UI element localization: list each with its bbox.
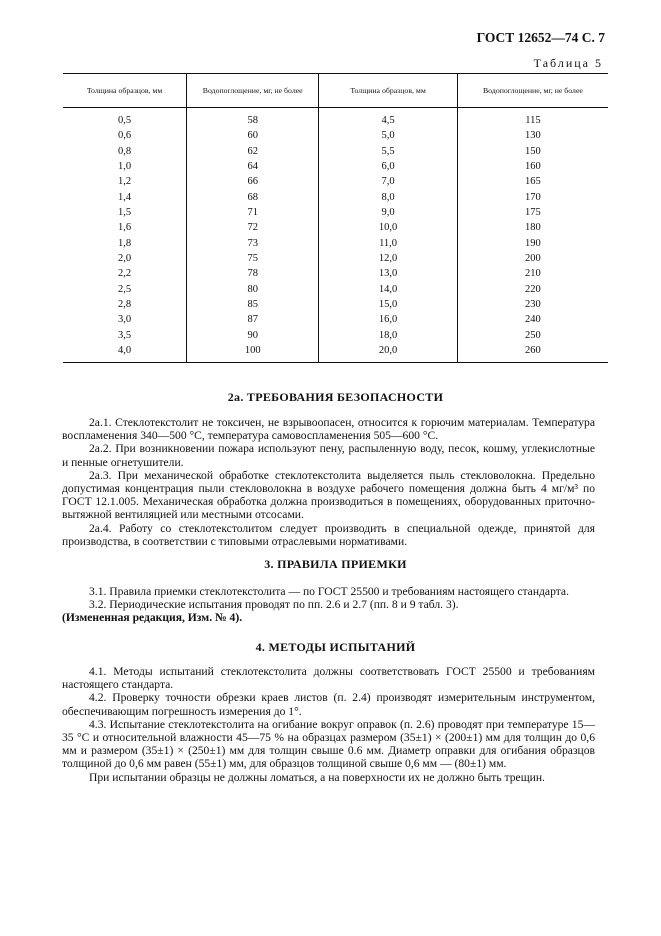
table-cell: 3,5 <box>118 329 132 341</box>
table-cell: 73 <box>187 236 319 251</box>
section-2a-body <box>62 416 595 548</box>
table-row <box>63 312 608 327</box>
table-cell: 62 <box>187 144 319 159</box>
table-cell: 12,0 <box>319 251 458 266</box>
table-cell: 4,0 <box>63 343 187 362</box>
table-cell: 7,0 <box>319 174 458 189</box>
table-cell: 180 <box>457 220 608 235</box>
table-row <box>63 190 608 205</box>
table-cell: 1,5 <box>118 207 132 219</box>
table-row <box>63 220 608 235</box>
section-3-body <box>62 585 595 625</box>
table-row <box>63 108 608 129</box>
table-row <box>63 174 608 189</box>
table-cell: 175 <box>457 205 608 220</box>
table-cell: 3,0 <box>118 314 132 326</box>
table-cell: 190 <box>457 236 608 251</box>
table-cell: 1,4 <box>118 191 132 203</box>
table-cell: 15,0 <box>319 297 458 312</box>
column-header-thickness-1: Толщина образцов, мм <box>63 74 187 108</box>
table-row <box>63 266 608 281</box>
table-cell: 2,0 <box>118 253 132 265</box>
paragraph-3-1: 3.1. Правила приемки стеклотекстолита — по ГОСТ 25500 и требованиям настоящего стандарта. <box>89 585 569 598</box>
table-cell: 16,0 <box>319 312 458 327</box>
table-cell: 2,8 <box>118 299 132 311</box>
table-cell: 13,0 <box>319 266 458 281</box>
paragraph-2a-4: 2а.4. Работу со стеклотекстолитом следует производить в специальной одежде, принятой для производства, в соответствии с типовыми отраслевыми нормативами. <box>62 521 595 548</box>
table-cell: 200 <box>457 251 608 266</box>
table-cell: 85 <box>187 297 319 312</box>
table-cell: 260 <box>457 343 608 362</box>
table-header-row <box>63 74 608 108</box>
page-header: ГОСТ 12652—74 С. 7 <box>476 30 605 45</box>
table-cell: 11,0 <box>319 236 458 251</box>
table-cell: 1,0 <box>118 161 132 173</box>
table-row <box>63 251 608 266</box>
section-2a-title: 2а. ТРЕБОВАНИЯ БЕЗОПАСНОСТИ <box>227 390 444 404</box>
table-cell: 220 <box>457 282 608 297</box>
table-label: Таблица 5 <box>533 56 603 70</box>
table-cell: 64 <box>187 159 319 174</box>
table-row <box>63 144 608 159</box>
table-cell: 18,0 <box>319 328 458 343</box>
paragraph-2a-2: 2а.2. При возникновении пожара используют пену, распыленную воду, песок, кошму, углекислотные и пенные огнетушители. <box>62 442 595 469</box>
section-4-title: 4. МЕТОДЫ ИСПЫТАНИЙ <box>255 640 416 654</box>
table-cell: 165 <box>457 174 608 189</box>
table-cell: 100 <box>187 343 319 362</box>
section-4-body <box>62 665 595 784</box>
table-cell: 75 <box>187 251 319 266</box>
table-cell: 8,0 <box>319 190 458 205</box>
amendment-note: (Измененная редакция, Изм. № 4). <box>62 611 243 625</box>
table-row <box>63 205 608 220</box>
table-row <box>63 343 608 362</box>
table-cell: 160 <box>457 159 608 174</box>
table-cell: 4,5 <box>319 108 458 129</box>
table-cell: 150 <box>457 144 608 159</box>
column-header-absorption-1: Водопоглощение, мг, не более <box>187 74 319 108</box>
table-cell: 90 <box>187 328 319 343</box>
table-row <box>63 282 608 297</box>
column-header-thickness-2: Толщина образцов, мм <box>319 74 458 108</box>
table-cell: 1,2 <box>118 176 132 188</box>
table-cell: 250 <box>457 328 608 343</box>
table-cell: 115 <box>457 108 608 129</box>
table-cell: 60 <box>187 128 319 143</box>
table-cell: 10,0 <box>319 220 458 235</box>
paragraph-2a-3: 2а.3. При механической обработке стеклотекстолита выделяется пыль стекловолокна. Предельно допустимая концентрация пыли стекловолокна в воздухе рабочего помещения должна быть 4 мг/м³ по ГОСТ 12.1.005. Механическая обработка должна производиться в помещениях, оборудованных приточно-вытяжной вентиляцией или местными отсосами. <box>62 468 595 522</box>
paragraph-3-2: 3.2. Периодические испытания проводят по пп. 2.6 и 2.7 (пп. 8 и 9 табл. 3). <box>89 598 459 612</box>
table-cell: 170 <box>457 190 608 205</box>
table-row <box>63 159 608 174</box>
table-row <box>63 297 608 312</box>
table-cell: 5,0 <box>319 128 458 143</box>
paragraph-4-4: При испытании образцы не должны ломаться, а на поверхности их не должно быть трещин. <box>89 770 545 784</box>
table-cell: 68 <box>187 190 319 205</box>
table-cell: 240 <box>457 312 608 327</box>
paragraph-4-3: 4.3. Испытание стеклотекстолита на огибание вокруг оправок (п. 2.6) проводят при температуре 15—35 °С и относительной влажности 45—75 % на образцах размером (35±1) × (200±1) мм для толщин до 0,6 мм и размером (35±1) × (250±1) мм для толщин свыше 0.6 мм. Диаметр оправки для огибания образцов толщиной до 0,6 мм равен (55±1) мм, для образцов толщиной свыше 0,6 мм — (80±1) мм. <box>62 717 595 771</box>
table-cell: 230 <box>457 297 608 312</box>
table-cell: 1,8 <box>118 237 132 249</box>
table-cell: 5,5 <box>319 144 458 159</box>
table-cell: 78 <box>187 266 319 281</box>
table-cell: 9,0 <box>319 205 458 220</box>
table-cell: 210 <box>457 266 608 281</box>
table-cell: 87 <box>187 312 319 327</box>
column-header-absorption-2: Водопоглощение, мг, не более <box>457 74 608 108</box>
table-cell: 71 <box>187 205 319 220</box>
paragraph-4-1: 4.1. Методы испытаний стеклотекстолита должны соответствовать ГОСТ 25500 и требованиям настоящего стандарта. <box>62 665 595 692</box>
table-cell: 0,5 <box>118 115 132 126</box>
table-cell: 58 <box>187 108 319 129</box>
table-cell: 72 <box>187 220 319 235</box>
table-cell: 14,0 <box>319 282 458 297</box>
table-cell: 66 <box>187 174 319 189</box>
paragraph-4-2: 4.2. Проверку точности обрезки краев листов (п. 2.4) производят измерительным инструментом, обеспечивающим погрешность измерения до 1°. <box>62 691 595 718</box>
table-cell: 80 <box>187 282 319 297</box>
water-absorption-table <box>63 73 608 363</box>
table-row <box>63 128 608 143</box>
table-cell: 2,2 <box>118 268 132 280</box>
section-3-title: 3. ПРАВИЛА ПРИЕМКИ <box>264 557 407 571</box>
table-row <box>63 236 608 251</box>
table-cell: 130 <box>457 128 608 143</box>
table-row <box>63 328 608 343</box>
table-cell: 6,0 <box>319 159 458 174</box>
paragraph-2a-1: 2а.1. Стеклотекстолит не токсичен, не взрывоопасен, относится к горючим материалам. Температура воспламенения 340—500 °С, температура самовоспламенения 505—600 °С. <box>62 416 595 443</box>
table-cell: 2,5 <box>118 283 132 295</box>
table-cell: 20,0 <box>319 343 458 362</box>
table-body <box>63 108 608 363</box>
table-cell: 0,8 <box>118 145 132 157</box>
table-cell: 1,6 <box>118 222 132 234</box>
table-cell: 0,6 <box>118 130 132 142</box>
